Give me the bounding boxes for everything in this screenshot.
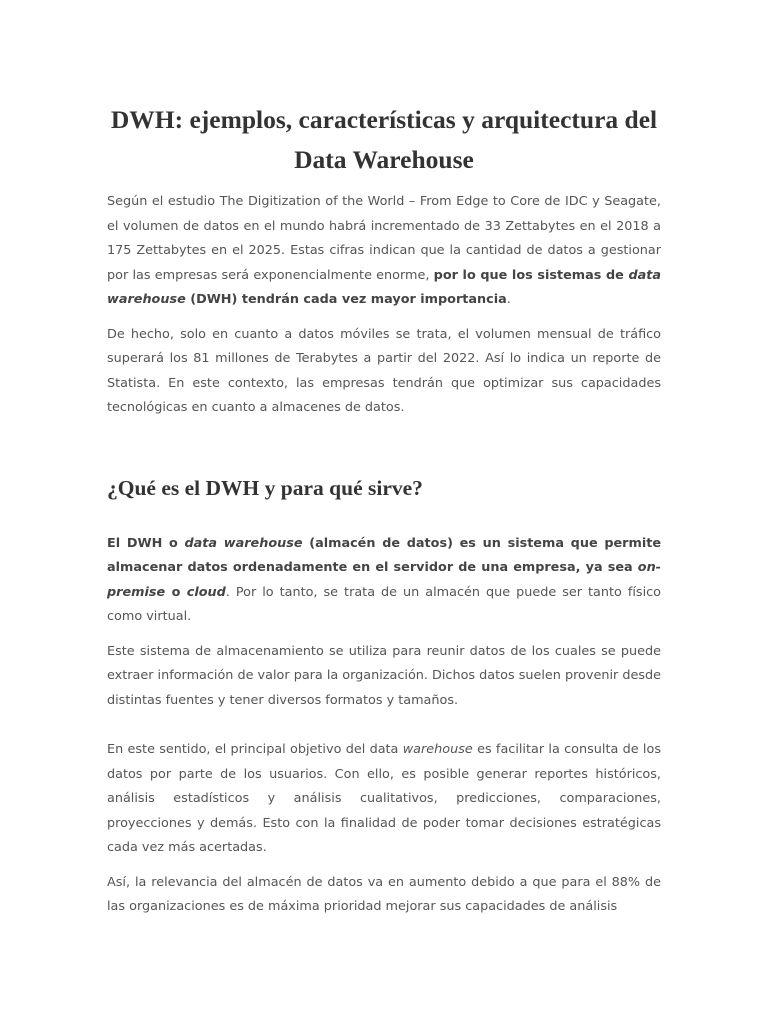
definition-bold-2: (almacén de datos) es un sistema que permite almacenar datos ordenadamente en el servidor de una empresa, ya sea <box>107 535 662 575</box>
intro-end: . <box>506 292 511 307</box>
paragraph-storage: Este sistema de almacenamiento se utiliza para reunir datos de los cuales se puede extraer información de valor para la organización. Dichos datos suelen provenir desde distintas fuentes y tener diversos formatos y tamaños. <box>107 643 661 708</box>
definition-bold-italic-2: on-premise <box>107 560 661 600</box>
section-heading: ¿Qué es el DWH y para qué sirve? <box>107 475 423 500</box>
intro-text: Según el estudio The Digitization of the World – From Edge to Core de IDC y Seagate, el volumen de datos en el mundo habrá incrementado de 33 Zettabytes en el 2018 a 175 Zettabytes en el 2025. Estas cifras indican que la cantidad de datos a gestionar por las empresas será exponencialmente enorme, <box>107 194 661 283</box>
objective-text-1: En este sentido, el principal objetivo del data <box>107 742 403 757</box>
paragraph-relevance: Así, la relevancia del almacén de datos va en aumento debido a que para el 88% de las organizaciones es de máxima prioridad mejorar sus capacidades de análisis <box>107 874 661 914</box>
paragraph-intro <box>107 190 661 313</box>
intro-bold-1: por lo que los sistemas de <box>433 267 629 283</box>
intro-bold-italic: data warehouse <box>107 267 661 307</box>
definition-bold-italic-3: cloud <box>186 584 226 600</box>
intro-bold-2: (DWH) tendrán cada vez mayor importancia <box>185 292 507 307</box>
document-title: DWH: ejemplos, características y arquitectura del Data Warehouse <box>110 105 658 174</box>
definition-bold-italic-1: data warehouse <box>184 535 303 551</box>
document-page <box>107 100 661 930</box>
paragraph-objective <box>107 738 661 861</box>
paragraph-mobile-data: De hecho, solo en cuanto a datos móviles se trata, el volumen mensual de tráfico superará los 81 millones de Terabytes a partir del 2022. Así lo indica un reporte de Statista. En este contexto, las empresas tendrán que optimizar sus capacidades tecnológicas en cuanto a almacenes de datos. <box>107 326 661 415</box>
paragraph-definition <box>107 532 661 630</box>
definition-bold-1: El DWH o <box>107 535 185 551</box>
definition-bold-3: o <box>165 584 187 600</box>
objective-italic: warehouse <box>402 742 473 757</box>
objective-text-2: es facilitar la consulta de los datos por parte de los usuarios. Con ello, es posible generar reportes históricos, análisis estadísticos y análisis cualitativos, predicciones, comparaciones, proyecciones y demás. Esto con la finalidad de poder tomar decisiones estratégicas cada vez más acertadas. <box>107 742 661 855</box>
definition-rest: . Por lo tanto, se trata de un almacén que puede ser tanto físico como virtual. <box>107 584 661 624</box>
